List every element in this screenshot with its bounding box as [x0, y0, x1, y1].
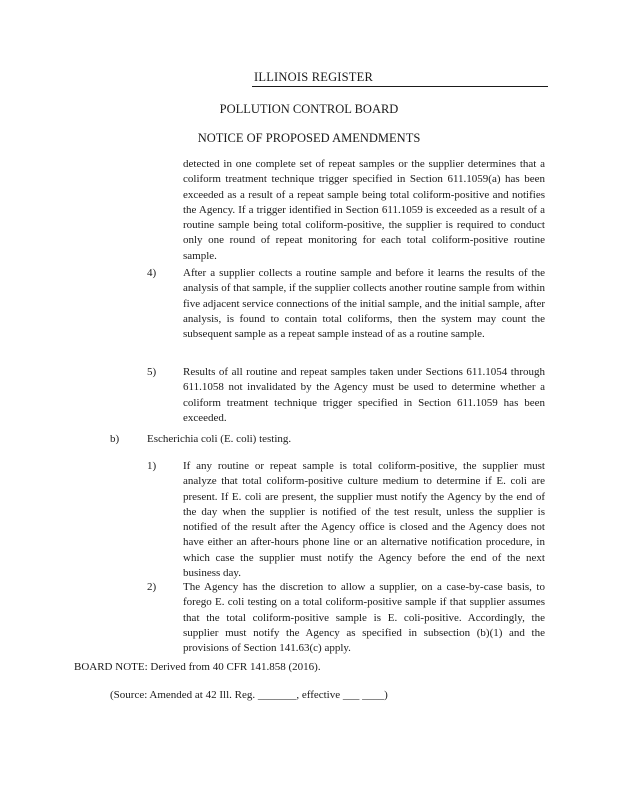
item-4-text: After a supplier collects a routine sample and before it learns the results of the analysis of that sample, if the supplier collects another routine sample from within five adjacent service connections of the initial sample, and the initial sample, after analysis, is found to contain total coliforms, then the system may count the subsequent sample as a repeat sample instead of as a routine sample. — [183, 267, 545, 341]
item-5-text: Results of all routine and repeat samples taken under Sections 611.1054 through 611.1058 not invalidated by the Agency must be used to determine whether a coliform treatment technique trigger specified in Section 611.1059 has been exceeded. — [183, 366, 545, 424]
item-4-number: 4) — [147, 267, 157, 279]
subsection-b-label: b) — [110, 433, 120, 445]
board-title: POLLUTION CONTROL BOARD — [219, 102, 399, 116]
source-note: (Source: Amended at 42 Ill. Reg. _______, effective ___ ____) — [110, 689, 388, 701]
item-5-number: 5) — [147, 366, 157, 378]
board-note: BOARD NOTE: Derived from 40 CFR 141.858 (2016). — [74, 661, 321, 673]
item-b2-number: 2) — [147, 581, 157, 593]
continuation-paragraph: detected in one complete set of repeat samples or the supplier determines that a coliform treatment technique trigger specified in Section 611.1059(a) has been exceeded as a result of a repeat sample being total coliform-positive and notifies the Agency. If a trigger identified in Section 611.1059 is exceeded as a result of a routine sample being total coliform-positive, the supplier is required to conduct only one round of repeat monitoring for each total coliform-positive routine sample. — [183, 158, 545, 262]
header-rule — [252, 86, 548, 87]
item-b1-number: 1) — [147, 460, 157, 472]
register-title: ILLINOIS REGISTER — [254, 70, 374, 84]
notice-title: NOTICE OF PROPOSED AMENDMENTS — [197, 131, 421, 145]
subsection-b-title: Escherichia coli (E. coli) testing. — [147, 433, 292, 445]
item-b2-text: The Agency has the discretion to allow a supplier, on a case-by-case basis, to forego E. coli testing on a total coliform-positive sample if that supplier assumes that the total coliform-positive sample is E. coli-positive. Accordingly, the supplier must notify the Agency as specified in subsection (b)(1) and the provisions of Section 141.63(c) apply. — [183, 581, 545, 655]
item-b1-text: If any routine or repeat sample is total coliform-positive, the supplier must analyze that total coliform-positive culture medium to determine if E. coli are present. If E. coli are present, the supplier must notify the Agency by the end of the day when the supplier is notified of the test result, unless the supplier is notified of the result after the Agency office is closed and the Agency does not have either an after-hours phone line or an alternative notification procedure, in which case the supplier must notify the Agency before the end of the next business day. — [183, 460, 545, 580]
